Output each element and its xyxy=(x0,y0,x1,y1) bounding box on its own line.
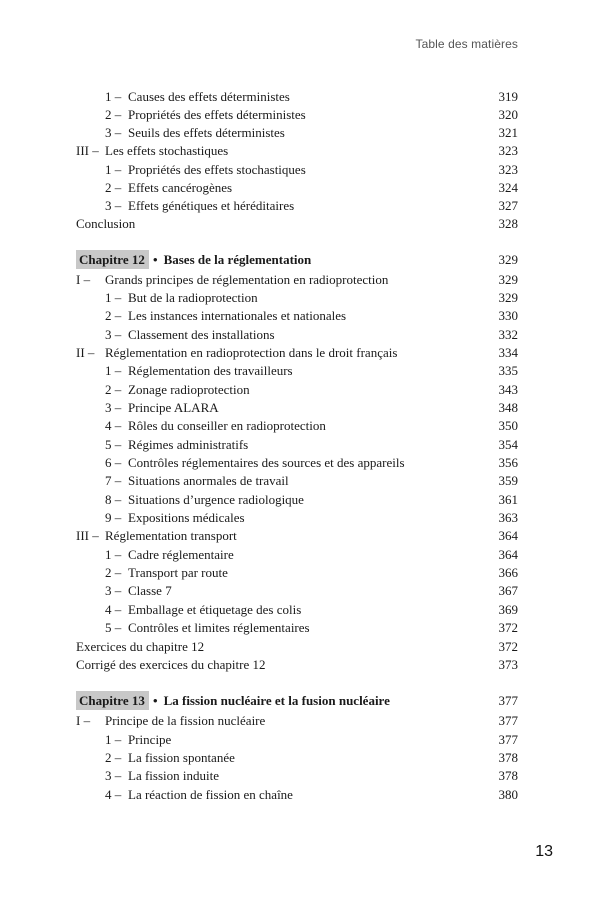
toc-entry xyxy=(0,619,600,637)
entry-page: 377 xyxy=(498,732,518,747)
entry-title: La fission spontanée xyxy=(128,750,235,765)
entry-number: I – xyxy=(76,272,91,287)
entry-title: Réglementation des travailleurs xyxy=(128,363,293,378)
entry-title: Les instances internationales et nationales xyxy=(128,308,347,323)
entry-title: Rôles du conseiller en radioprotection xyxy=(128,418,326,433)
entry-title: But de la radioprotection xyxy=(128,290,258,305)
entry-number: 3 – xyxy=(105,583,122,598)
entry-page: 320 xyxy=(498,107,518,122)
toc-entry xyxy=(0,749,600,767)
entry-number: 5 – xyxy=(105,620,122,635)
entry-number: 5 – xyxy=(105,437,122,452)
entry-page: 335 xyxy=(498,363,518,378)
entry-number: 3 – xyxy=(105,125,122,140)
entry-title: Cadre réglementaire xyxy=(128,547,234,562)
entry-number: 1 – xyxy=(105,89,122,104)
entry-page: 323 xyxy=(498,143,518,158)
toc-entry xyxy=(0,289,600,307)
entry-page: 366 xyxy=(498,565,518,580)
toc-entry xyxy=(0,142,600,160)
entry-page: 348 xyxy=(498,400,518,415)
entry-number: 4 – xyxy=(105,787,122,802)
toc-entry xyxy=(0,161,600,179)
entry-title: Régimes administratifs xyxy=(128,437,249,452)
entry-page: 356 xyxy=(498,455,518,470)
toc-entry xyxy=(0,179,600,197)
entry-number: 2 – xyxy=(105,107,122,122)
entry-title: Situations anormales de travail xyxy=(128,473,289,488)
entry-page: 373 xyxy=(498,657,518,672)
page-number: 13 xyxy=(535,843,553,860)
entry-title: Propriétés des effets déterministes xyxy=(128,107,306,122)
toc-entry xyxy=(0,656,600,674)
entry-title: Réglementation en radioprotection dans le droit français xyxy=(105,345,398,360)
entry-title: Conclusion xyxy=(76,216,136,231)
toc-entry xyxy=(0,767,600,785)
chapter-badge: Chapitre 12 xyxy=(76,250,149,269)
toc-entry xyxy=(0,417,600,435)
entry-title: Situations d’urgence radiologique xyxy=(128,492,304,507)
entry-title: Contrôles réglementaires des sources et des appareils xyxy=(128,455,405,470)
entry-number: I – xyxy=(76,713,91,728)
entry-number: 2 – xyxy=(105,750,122,765)
chapter-badge: Chapitre 13 xyxy=(76,691,149,710)
toc-entry xyxy=(0,362,600,380)
entry-number: 9 – xyxy=(105,510,122,525)
toc-entry xyxy=(0,582,600,600)
entry-title: Classement des installations xyxy=(128,327,275,342)
entry-page: 372 xyxy=(498,620,518,635)
entry-number: 8 – xyxy=(105,492,122,507)
entry-title: Grands principes de réglementation en radioprotection xyxy=(105,272,389,287)
toc-entry xyxy=(0,124,600,142)
entry-page: 323 xyxy=(498,162,518,177)
entry-title: Principe ALARA xyxy=(128,400,219,415)
entry-number: 2 – xyxy=(105,565,122,580)
bullet-icon: • xyxy=(153,252,158,267)
toc-entry xyxy=(0,381,600,399)
toc-entry xyxy=(0,197,600,215)
entry-title: La fission induite xyxy=(128,768,219,783)
toc-entry xyxy=(0,436,600,454)
entry-title: Contrôles et limites réglementaires xyxy=(128,620,310,635)
entry-number: 1 – xyxy=(105,363,122,378)
entry-page: 319 xyxy=(498,89,518,104)
entry-page: 332 xyxy=(498,327,518,342)
entry-page: 363 xyxy=(498,510,518,525)
entry-number: 3 – xyxy=(105,768,122,783)
entry-number: 4 – xyxy=(105,418,122,433)
toc-entry xyxy=(0,712,600,730)
entry-number: II – xyxy=(76,345,95,360)
toc-entry xyxy=(0,88,600,106)
toc-entry xyxy=(0,527,600,545)
toc-entry xyxy=(0,399,600,417)
entry-title: Emballage et étiquetage des colis xyxy=(128,602,302,617)
entry-number: 3 – xyxy=(105,327,122,342)
entry-page: 378 xyxy=(498,750,518,765)
chapter-heading xyxy=(0,250,600,270)
toc-entry xyxy=(0,491,600,509)
entry-page: 364 xyxy=(498,528,518,543)
entry-title: Exercices du chapitre 12 xyxy=(76,639,205,654)
entry-title: Causes des effets déterministes xyxy=(128,89,290,104)
chapter-page: 329 xyxy=(498,252,518,267)
toc-entry xyxy=(0,472,600,490)
toc-entry xyxy=(0,786,600,804)
chapter-heading xyxy=(0,691,600,711)
chapter-page: 377 xyxy=(498,693,518,708)
entry-page: 367 xyxy=(498,583,518,598)
entry-page: 378 xyxy=(498,768,518,783)
entry-number: 1 – xyxy=(105,732,122,747)
chapter-title-wrap xyxy=(153,250,311,270)
entry-page: 321 xyxy=(498,125,518,140)
running-head: Table des matières xyxy=(415,37,518,51)
entry-number: III – xyxy=(76,528,99,543)
toc-entry xyxy=(0,344,600,362)
entry-page: 334 xyxy=(498,345,518,360)
entry-title: Zonage radioprotection xyxy=(128,382,250,397)
entry-number: 1 – xyxy=(105,290,122,305)
toc-entry xyxy=(0,638,600,656)
entry-page: 329 xyxy=(498,272,518,287)
toc-entry xyxy=(0,215,600,233)
entry-title: Classe 7 xyxy=(128,583,172,598)
entry-page: 361 xyxy=(498,492,518,507)
entry-page: 327 xyxy=(498,198,518,213)
entry-number: III – xyxy=(76,143,99,158)
toc-entry xyxy=(0,546,600,564)
entry-page: 328 xyxy=(498,216,518,231)
entry-title: Corrigé des exercices du chapitre 12 xyxy=(76,657,266,672)
toc-entry xyxy=(0,326,600,344)
toc-entry xyxy=(0,731,600,749)
toc-entry xyxy=(0,307,600,325)
chapter-title: Bases de la réglementation xyxy=(163,252,312,267)
entry-page: 359 xyxy=(498,473,518,488)
entry-title: Principe de la fission nucléaire xyxy=(105,713,266,728)
toc-entry xyxy=(0,106,600,124)
entry-number: 2 – xyxy=(105,382,122,397)
entry-page: 372 xyxy=(498,639,518,654)
entry-number: 6 – xyxy=(105,455,122,470)
bullet-icon: • xyxy=(153,693,158,708)
entry-page: 364 xyxy=(498,547,518,562)
entry-page: 330 xyxy=(498,308,518,323)
entry-title: Principe xyxy=(128,732,172,747)
toc-entry xyxy=(0,509,600,527)
entry-number: 2 – xyxy=(105,308,122,323)
entry-page: 329 xyxy=(498,290,518,305)
toc-entry xyxy=(0,601,600,619)
entry-title: Effets génétiques et héréditaires xyxy=(128,198,295,213)
entry-title: Les effets stochastiques xyxy=(105,143,229,158)
chapter-title-wrap xyxy=(153,691,390,711)
entry-page: 350 xyxy=(498,418,518,433)
entry-number: 3 – xyxy=(105,400,122,415)
entry-number: 2 – xyxy=(105,180,122,195)
toc-entry xyxy=(0,454,600,472)
entry-number: 1 – xyxy=(105,547,122,562)
entry-title: La réaction de fission en chaîne xyxy=(128,787,293,802)
entry-page: 380 xyxy=(498,787,518,802)
toc-entry xyxy=(0,271,600,289)
entry-number: 7 – xyxy=(105,473,122,488)
entry-page: 324 xyxy=(498,180,518,195)
entry-title: Réglementation transport xyxy=(105,528,237,543)
chapter-title: La fission nucléaire et la fusion nucléaire xyxy=(163,693,390,708)
entry-page: 343 xyxy=(498,382,518,397)
entry-page: 354 xyxy=(498,437,518,452)
entry-title: Transport par route xyxy=(128,565,228,580)
entry-title: Expositions médicales xyxy=(128,510,245,525)
entry-page: 369 xyxy=(498,602,518,617)
entry-number: 1 – xyxy=(105,162,122,177)
entry-title: Propriétés des effets stochastiques xyxy=(128,162,306,177)
entry-title: Seuils des effets déterministes xyxy=(128,125,285,140)
entry-number: 3 – xyxy=(105,198,122,213)
entry-title: Effets cancérogènes xyxy=(128,180,233,195)
entry-number: 4 – xyxy=(105,602,122,617)
entry-page: 377 xyxy=(498,713,518,728)
toc-entry xyxy=(0,564,600,582)
